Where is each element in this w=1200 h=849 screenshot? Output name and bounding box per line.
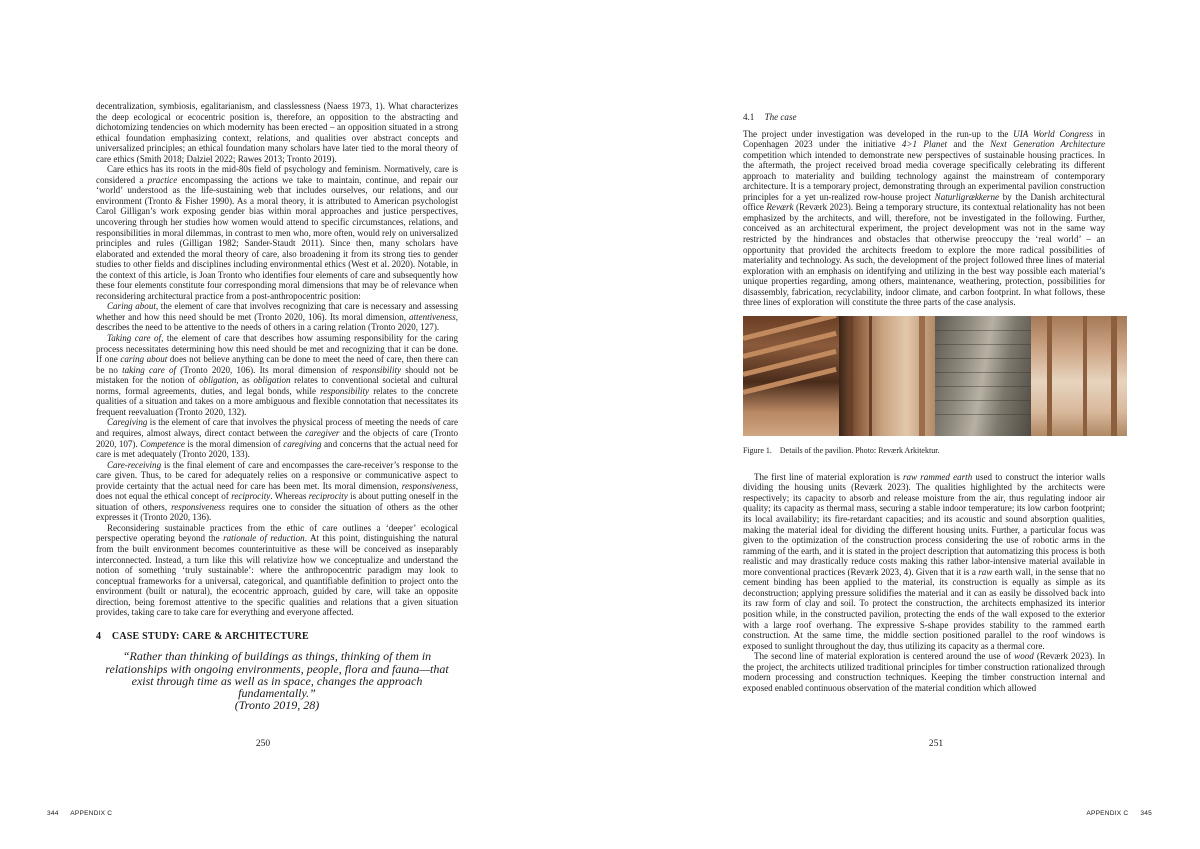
footer-page-number: 345	[1140, 810, 1152, 817]
photo-timber-roof	[743, 316, 839, 436]
quote-text: “Rather than thinking of buildings as things, thinking of them in relationships with ongoing environments, people, flora and fauna—that exist through time as well as in space, changes the approach fundamentally.”	[105, 649, 449, 700]
subsection-title: The case	[764, 112, 797, 122]
photo-timber-interior	[839, 316, 935, 436]
figure-1	[743, 316, 1105, 456]
subsection-number: 4.1	[743, 112, 755, 122]
footer-label: APPENDIX C	[70, 810, 113, 817]
paragraph: decentralization, symbiosis, egalitarianism, and classlessness (Naess 1973, 1). What characterizes the deep ecological or ecocentric position is, therefore, an opposition to the abstracting and dichotomizing tendencies on which modernity has been erected – an opposition situated in a strong ethical foundation emphasizing context, relations, and qualities over abstract concepts and universalized principles; an ethical foundation many scholars have later tied to the moral theory of care ethics (Smith 2018; Dalziel 2022; Rawes 2013; Tronto 2019).	[96, 101, 458, 164]
photo-pavilion-facade	[1031, 316, 1127, 436]
footer-page-number: 344	[47, 810, 59, 817]
pavilion-photo	[743, 316, 1127, 436]
figure-label: Figure 1.	[743, 445, 772, 455]
page-folio: 250	[255, 739, 271, 749]
epigraph-quote	[96, 650, 458, 711]
paragraph: Taking care of, the element of care that describes how assuming responsibility for the caring process necessitates determining how this need should be met and recognizing that it can be done. If one caring about does not believe anything can be done to meet the need of care, then there can be no taking care of (Tronto 2020, 106). Its moral dimension of responsibility should not be mistaken for the notion of obligation, as obligation relates to conventional societal and cultural norms, formal agreements, duties, and legal bonds, while responsibility relates to the concrete qualities of a situation and takes on a more ambiguous and flexible connotation that necessitates its frequent reevaluation (Tronto 2020, 132).	[96, 333, 459, 417]
paragraph: The second line of material exploration is centered around the use of wood (Reværk 2023). In the project, the architects utilized traditional principles for timber construction rationalized through modern processing and construction techniques. Keeping the timber construction internal and exposed enabled continuous observation of the material condition which allowed	[743, 651, 1105, 693]
paragraph: The project under investigation was developed in the run-up to the UIA World Congress in Copenhagen 2023 under the initiative 4>1 Planet and the Next Generation Architecture competition which intended to demonstrate new perspectives of sustainable housing practices. In the aftermath, the project received broad media coverage specifically celebrating its different approach to materiality and building technology against the mainstream of contemporary architecture. It is a temporary project, demonstrating through an experimental pavilion construction principles for a yet un-realized row-house project Naturligrækkerne by the Danish architectural office Reværk (Reværk 2023). Being a temporary structure, its contextual relationality has not been emphasized by the architects, and will, therefore, not be investigated in the following. Further, conceived as an architectural experiment, the project development was not in the same way restricted by the hindrances and obstacles that otherwise preoccupy the ‘real world’ – an opportunity that provided the architects freedom to explore the more radical possibilities of materiality and technology. As such, the development of the project followed three lines of material exploration with an emphasis on identifying and utilizing in the best way possible each material’s unique properties regarding, among others, maintenance, weathering, protection, possibilities for disassembly, fabrication, recyclability, indoor climate, and carbon footprint. In what follows, these three lines of exploration will constitute the three parts of the case analysis.	[743, 128, 1105, 308]
footer-label: APPENDIX C	[1086, 810, 1129, 817]
footer-right	[1086, 810, 1162, 817]
figure-caption	[743, 446, 1105, 456]
page-folio: 251	[928, 739, 944, 749]
paragraph: The first line of material exploration is raw rammed earth used to construct the interior walls dividing the housing units (Reværk 2023). The qualities highlighted by the architects were respectively; its capacity to absorb and release moisture from the air, thus regulating indoor air quality; its capacity as thermal mass, securing a stable indoor temperature; its low carbon footprint; its local availability; its fire-retardant capacities; and its acoustic and sound absorption qualities, making the material ideal for dividing the different housing units. Further, a particular focus was given to the optimization of the construction process considering the use of robotic arms in the ramming of the earth, and it is stated in the project description that automatizing this process is both realistic and may drastically reduce costs making this rather labor-intensive material available in more conventional practices (Reværk 2023, 4). Given that it is a raw earth wall, in the sense that no cement binding has been applied to the material, its construction is equally as simple as its deconstruction; applying pressure solidifies the material and it can as easily be dissolved back into its raw form of clay and soil. To protect the construction, the architects emphasized its interior position while, in the constructed pavilion, protecting the ends of the wall exposed to the exterior with a large roof overhang. The expressive S-shape provides stability to the rammed earth construction. At the same time, the middle section positioned parallel to the roof windows is exposed to sunlight throughout the day, thus utilizing its capacity as a thermal core.	[743, 471, 1105, 651]
section-title: CASE STUDY: CARE & ARCHITECTURE	[111, 630, 309, 642]
subsection-heading	[743, 112, 1105, 123]
paragraph: Caregiving is the element of care that involves the physical process of meeting the needs of care and requires, almost always, direct contact between the caregiver and the objects of care (Tronto 2020, 107). Competence is the moral dimension of caregiving and concerns that the actual need for care is met adequately (Tronto 2020, 133).	[96, 417, 458, 460]
quote-source: (Tronto 2019, 28)	[234, 698, 320, 713]
figure-caption-text: Details of the pavilion. Photo: Reværk Arkitektur.	[779, 445, 940, 455]
paragraph: Reconsidering sustainable practices from the ethic of care outlines a ‘deeper’ ecological perspective operating beyond the rationale of reduction. At this point, distinguishing the natural from the built environment becomes counterintuitive as these will be conceived as inseparably interconnected. Instead, a turn like this will relativize how we conceptualize and understand the notion of something ‘truly sustainable’: where the anthropocentric paradigm may look to conceptual frameworks for a universal, categorical, and quantifiable definition to project onto the environment (built or natural), the ecocentric approach, guided by care, will take an opposite direction, being foremost attentive to the specific qualities and relations that a given situation provides, taking care to take care for everything and everyone affected.	[96, 522, 458, 618]
photo-rammed-earth	[935, 316, 1031, 436]
footer-left	[37, 810, 112, 817]
paragraph: Care ethics has its roots in the mid-80s field of psychology and feminism. Normatively, care is considered a practice encompassing the actions we take to maintain, continue, and repair our ‘world’ understood as the life-sustaining web that includes ourselves, our relations, and our environment (Tronto & Fisher 1990). As a moral theory, it is attributed to American psychologist Carol Gilligan’s work exposing gender bias within moral approaches and justice perspectives, uncovering through her studies how women would attend to specific circumstances, relations, and responsibilities in moral dilemmas, in contrast to men who, more often, would rely on universalized principles and rules (Gilligan 1982; Sander-Staudt 2011). Since then, many scholars have elaborated and extended the moral theory of care, also broadening it from its strong ties to gender studies to other fields and disciplines including environmental ethics (West et al. 2020). Notable, in the context of this article, is Joan Tronto who identifies four elements of care and subsequently how these four elements constitute four corresponding moral dimensions that may be of relevance when reconsidering architectural practice from a post-anthropocentric position:	[96, 164, 458, 301]
right-page	[600, 0, 1200, 849]
paragraph: Care-receiving is the final element of care and encompasses the care-receiver’s response to the care given. Thus, to be cared for adequately relies on a responsive or communicative aspect to provide certainty that the actual need for care has been met. Its moral dimension, responsiveness, does not equal the ethical concept of reciprocity. Whereas reciprocity is about putting oneself in the situation of others, responsiveness requires one to consider the situation of others as the other expresses it (Tronto 2020, 136).	[96, 459, 458, 523]
paragraph: Caring about, the element of care that involves recognizing that care is necessary and assessing whether and how this need should be met (Tronto 2020, 106). Its moral dimension, attentiveness, describes the need to be attentive to the needs of others in a caring relation (Tronto 2020, 127).	[96, 301, 458, 333]
left-text-column	[96, 101, 458, 711]
section-heading	[96, 632, 458, 643]
right-text-column	[743, 112, 1105, 693]
section-number: 4	[96, 630, 102, 642]
